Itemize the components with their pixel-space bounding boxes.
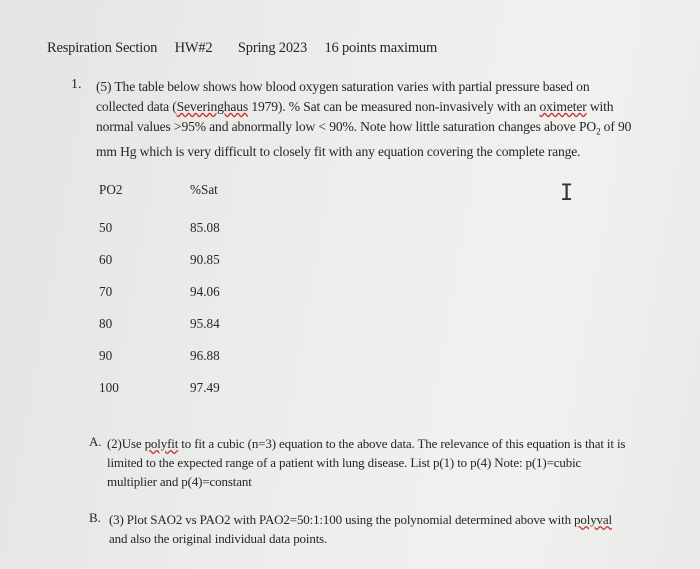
header-sat: %Sat <box>190 182 218 197</box>
part-b-text-segment: (3) Plot SAO2 vs PAO2 with PAO2=50:1:100 using the polynomial determined above with <box>109 512 575 527</box>
table-row <box>95 284 270 316</box>
po2-cell: 100 <box>99 380 119 395</box>
table-header-row <box>95 182 270 220</box>
part-a-text <box>107 434 627 491</box>
part-a-label: A. <box>89 434 102 449</box>
table-row <box>95 316 270 348</box>
question-number: 1. <box>71 77 82 92</box>
question-text-part: (5) The table below shows how blood oxygen saturation varies with partial pressure based on collected data ( <box>96 79 590 114</box>
part-a-text-segment: (2)Use <box>107 436 145 451</box>
part-b-label: B. <box>89 510 101 525</box>
po2-cell: 90 <box>99 348 113 363</box>
sat-cell: 95.84 <box>190 316 220 331</box>
polyval-term: polyval <box>574 512 612 527</box>
sat-cell: 85.08 <box>190 220 220 235</box>
subscript: 2 <box>596 126 601 137</box>
table-row <box>95 252 270 284</box>
part-b-text-segment: and also the original individual data points. <box>109 531 328 546</box>
points-label: 16 points maximum <box>324 40 438 56</box>
oximeter-term: oximeter <box>539 99 587 114</box>
po2-cell: 60 <box>99 252 113 267</box>
sat-cell: 97.49 <box>190 380 220 395</box>
text-cursor-icon: I <box>560 181 574 206</box>
document-header <box>47 40 451 57</box>
question-text-part: 1979). % Sat can be measured non-invasively with an <box>248 99 540 114</box>
table-row <box>95 220 270 252</box>
sat-cell: 96.88 <box>190 348 220 363</box>
sat-cell: 94.06 <box>190 284 220 299</box>
question-text-part: of 90 mm Hg which is very difficult to closely fit with any equation covering the complete range. <box>96 119 632 159</box>
course-title: Respiration Section <box>47 40 158 56</box>
question-text <box>96 77 636 162</box>
homework-number: HW#2 <box>174 40 213 56</box>
table-row <box>95 348 270 380</box>
question-text-part: with normal values >95% and abnormally low < 90%. Note how little saturation changes above PO <box>96 99 614 134</box>
po2-cell: 70 <box>99 284 113 299</box>
part-b-text <box>109 510 624 548</box>
sat-cell: 90.85 <box>190 252 220 267</box>
part-a-text-segment: to fit a cubic (n=3) equation to the above data. The relevance of this equation is that it is limited to the expected range of a patient with lung disease. List p(1) to p(4) Note: p(1)=cubic multiplier and p(4)=constant <box>107 436 626 489</box>
saturation-table <box>95 182 270 412</box>
term-label: Spring 2023 <box>237 40 308 56</box>
header-po2: PO2 <box>99 182 123 197</box>
citation-author: Severinghaus <box>176 99 249 114</box>
po2-cell: 80 <box>99 316 113 331</box>
polyfit-term: polyfit <box>144 436 179 451</box>
table-row <box>95 380 270 412</box>
po2-cell: 50 <box>99 220 113 235</box>
